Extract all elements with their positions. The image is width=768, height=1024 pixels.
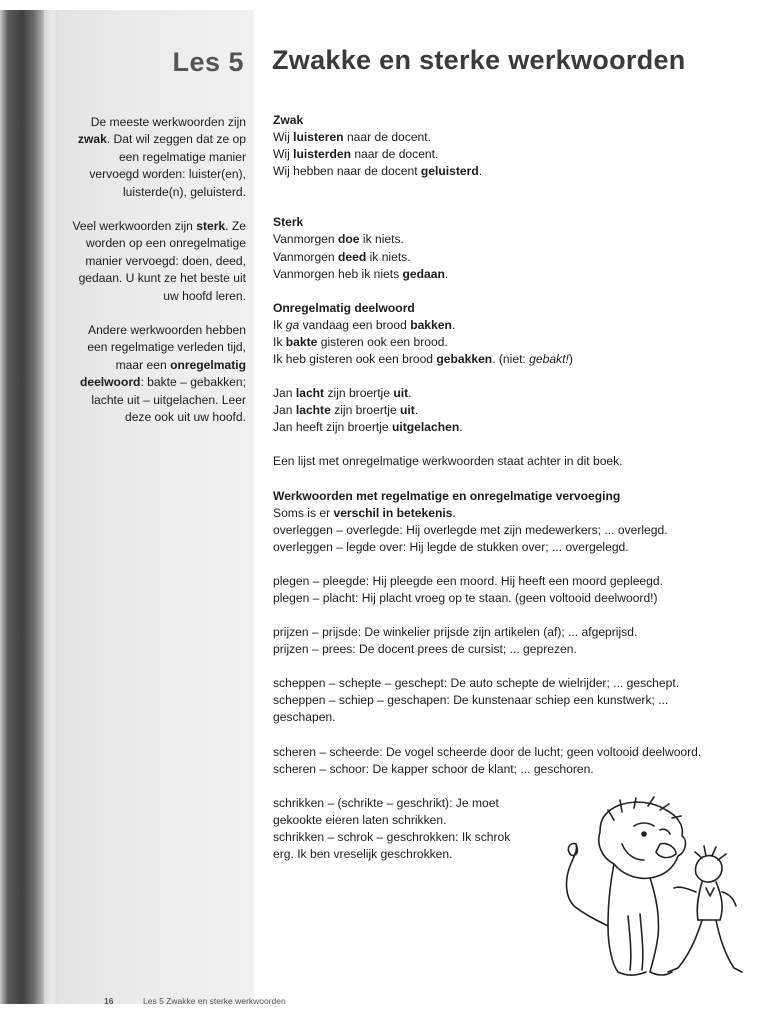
section-heading: Zwak bbox=[273, 113, 304, 127]
side-note-emphasis: zwak bbox=[77, 132, 107, 147]
line-text: Vanmorgen heb ik niets bbox=[273, 266, 403, 281]
side-note-text: Andere werkwoorden hebben een regelmatige verleden tijd, maar een bbox=[87, 323, 246, 372]
content-block bbox=[273, 744, 743, 778]
line-text: . bbox=[478, 164, 483, 179]
example-line bbox=[273, 231, 743, 248]
line-text: Ik bbox=[273, 334, 286, 349]
bold-verb: bakte bbox=[285, 334, 318, 349]
content-block bbox=[273, 112, 743, 180]
content-block bbox=[273, 675, 743, 726]
example-line bbox=[273, 419, 743, 436]
running-title: Les 5 Zwakke en sterke werkwoorden bbox=[143, 996, 286, 1006]
line-text: prijzen – prees: De docent prees de cursist; ... geprezen. bbox=[273, 642, 577, 657]
line-text: . (niet: bbox=[492, 352, 530, 367]
line-text: erg. Ik ben vreselijk geschrokken. bbox=[273, 847, 453, 861]
example-line bbox=[273, 129, 743, 146]
example-line bbox=[273, 761, 743, 778]
italic-text: gebakt! bbox=[529, 352, 569, 367]
line-text: ik niets. bbox=[359, 232, 404, 247]
line-text: Wij bbox=[273, 130, 294, 145]
line-text: Een lijst met onregelmatige werkwoorden staat achter in dit boek. bbox=[273, 454, 623, 469]
bold-verb: geluisterd bbox=[420, 164, 479, 179]
line-text: scheren – scheerde: De vogel scheerde door de lucht; geen voltooid deelwoord. bbox=[273, 744, 702, 759]
side-note-1 bbox=[68, 114, 246, 201]
example-line bbox=[273, 522, 743, 539]
line-text: prijzen – prijsde: De winkelier prijsde zijn artikelen (af); ... afgeprijsd. bbox=[273, 625, 638, 640]
bold-verb: uitgelachen bbox=[392, 420, 460, 435]
bold-verb: uit bbox=[393, 386, 409, 401]
page-title bbox=[272, 45, 686, 76]
section-heading: Werkwoorden met regelmatige en onregelmatige vervoeging bbox=[273, 488, 621, 503]
content-block bbox=[273, 573, 743, 607]
line-text: ) bbox=[568, 352, 573, 367]
section-heading: Onregelmatig deelwoord bbox=[273, 300, 415, 315]
line-text: Jan bbox=[273, 386, 296, 401]
bold-verb: uit bbox=[400, 403, 415, 418]
side-note-text: Veel werkwoorden zijn bbox=[72, 219, 197, 234]
side-note-text: . Ze worden op een onregelmatige manier vervoegd: doen, deed, gedaan. U kunt ze het beste uit uw hoofd leren. bbox=[78, 219, 246, 303]
line-text: Ik bbox=[273, 317, 286, 332]
line-text: overleggen – overlegde: Hij overlegde met zijn medewerkers; ... overlegd. bbox=[273, 522, 668, 537]
example-line bbox=[273, 453, 743, 470]
example-line bbox=[273, 146, 743, 163]
line-text: gekookte eieren laten schrikken. bbox=[273, 812, 447, 827]
content-block bbox=[273, 300, 743, 368]
page-edge bbox=[44, 10, 58, 1004]
line-text: Jan heeft zijn broertje bbox=[273, 420, 392, 435]
line-text: . bbox=[444, 266, 449, 281]
example-line bbox=[273, 163, 743, 180]
side-notes bbox=[68, 114, 246, 444]
side-note-2 bbox=[68, 218, 246, 305]
line-text: Ik heb gisteren ook een brood bbox=[273, 352, 437, 367]
line-text: Vanmorgen bbox=[273, 232, 338, 247]
side-note-emphasis: sterk bbox=[196, 219, 226, 234]
line-text: . bbox=[414, 403, 419, 418]
line-text: scheppen – schiep – geschapen: De kunstenaar schiep een kunstwerk; ... bbox=[273, 693, 669, 708]
line-text: . bbox=[451, 317, 456, 332]
example-line bbox=[273, 505, 743, 522]
example-line bbox=[273, 573, 743, 590]
example-line bbox=[273, 590, 743, 607]
example-line bbox=[273, 351, 743, 368]
line-text: naar de docent. bbox=[343, 130, 431, 145]
book-spine-shadow bbox=[0, 10, 46, 1004]
side-note-text: De meeste werkwoorden zijn bbox=[90, 115, 246, 129]
bold-verb: luisteren bbox=[293, 130, 344, 145]
section-heading: Sterk bbox=[273, 215, 304, 230]
line-text: ik niets. bbox=[366, 249, 411, 264]
example-line bbox=[273, 266, 743, 283]
line-text: Jan bbox=[273, 403, 296, 418]
line-text: . bbox=[452, 505, 456, 520]
title-part-2: sterke bbox=[419, 45, 501, 75]
line-text: zijn broertje bbox=[330, 403, 401, 418]
page-footer bbox=[0, 995, 768, 1007]
line-text: scheren – schoor: De kapper schoor de klant; ... geschoren. bbox=[273, 761, 594, 776]
bold-verb: lachte bbox=[295, 403, 331, 418]
example-line bbox=[273, 692, 743, 709]
bold-verb: luisterden bbox=[293, 147, 351, 162]
line-text: geschapen. bbox=[273, 710, 336, 725]
example-line bbox=[273, 249, 743, 266]
example-line bbox=[273, 624, 743, 641]
line-text: vandaag een brood bbox=[299, 317, 411, 332]
main-content bbox=[273, 112, 743, 863]
example-line bbox=[273, 675, 743, 692]
line-text: Vanmorgen bbox=[273, 249, 338, 264]
title-part-1: Zwakke en bbox=[272, 45, 420, 75]
bold-verb: deed bbox=[338, 249, 367, 264]
example-line bbox=[273, 385, 743, 402]
side-note-emphasis: onregelmatig deelwoord bbox=[79, 357, 246, 390]
example-line bbox=[273, 641, 743, 658]
line-text: Soms is er bbox=[273, 505, 334, 520]
content-block bbox=[273, 624, 743, 658]
lion-and-man-cartoon-icon bbox=[556, 796, 746, 986]
line-text: naar de docent. bbox=[350, 147, 439, 162]
line-text: schrikken – schrok – geschrokken: Ik schrok bbox=[273, 829, 511, 844]
example-line bbox=[273, 539, 743, 556]
bold-verb: bakken bbox=[410, 317, 452, 332]
line-text: Wij bbox=[273, 147, 294, 162]
content-block bbox=[273, 453, 743, 470]
line-text: . bbox=[408, 386, 412, 401]
example-line bbox=[273, 744, 743, 761]
italic-text: ga bbox=[285, 317, 300, 332]
bold-verb: verschil in betekenis bbox=[333, 505, 453, 520]
example-line bbox=[273, 709, 743, 726]
bold-verb: gebakken bbox=[436, 352, 493, 367]
example-line bbox=[273, 334, 743, 351]
line-text: plegen – placht: Hij placht vroeg op te staan. (geen voltooid deelwoord!) bbox=[273, 590, 658, 605]
line-text: schrikken – (schrikte – geschrikt): Je moet bbox=[273, 795, 499, 810]
line-text: Wij hebben naar de docent bbox=[273, 164, 421, 179]
side-note-text: : bakte – gebakken; lachte uit – uitgelachen. Leer deze ook uit uw hoofd. bbox=[91, 375, 246, 425]
line-text: scheppen – schepte – geschept: De auto schepte de wielrijder; ... geschept. bbox=[273, 676, 680, 691]
content-block bbox=[273, 214, 743, 282]
example-line bbox=[273, 317, 743, 334]
line-text: plegen – pleegde: Hij pleegde een moord. Hij heeft een moord gepleegd. bbox=[273, 573, 663, 588]
line-text: zijn broertje bbox=[324, 386, 394, 401]
bold-verb: lacht bbox=[295, 386, 325, 401]
line-text: overleggen – legde over: Hij legde de stukken over; ... overgelegd. bbox=[273, 539, 629, 554]
side-note-3 bbox=[68, 322, 246, 426]
lesson-label: Les 5 bbox=[172, 47, 244, 77]
content-block bbox=[273, 385, 743, 436]
title-part-3: werkwoorden bbox=[500, 45, 686, 75]
bold-verb: gedaan bbox=[402, 266, 445, 281]
page-number: 16 bbox=[104, 996, 114, 1006]
example-line bbox=[273, 402, 743, 419]
bold-verb: doe bbox=[338, 232, 360, 247]
side-note-text: . Dat wil zeggen dat ze op een regelmatige manier vervoegd worden: luister(en), luisterde(n), geluisterd. bbox=[89, 132, 246, 199]
line-text: . bbox=[459, 420, 463, 435]
line-text: gisteren ook een brood. bbox=[317, 334, 448, 349]
content-block bbox=[273, 488, 743, 556]
